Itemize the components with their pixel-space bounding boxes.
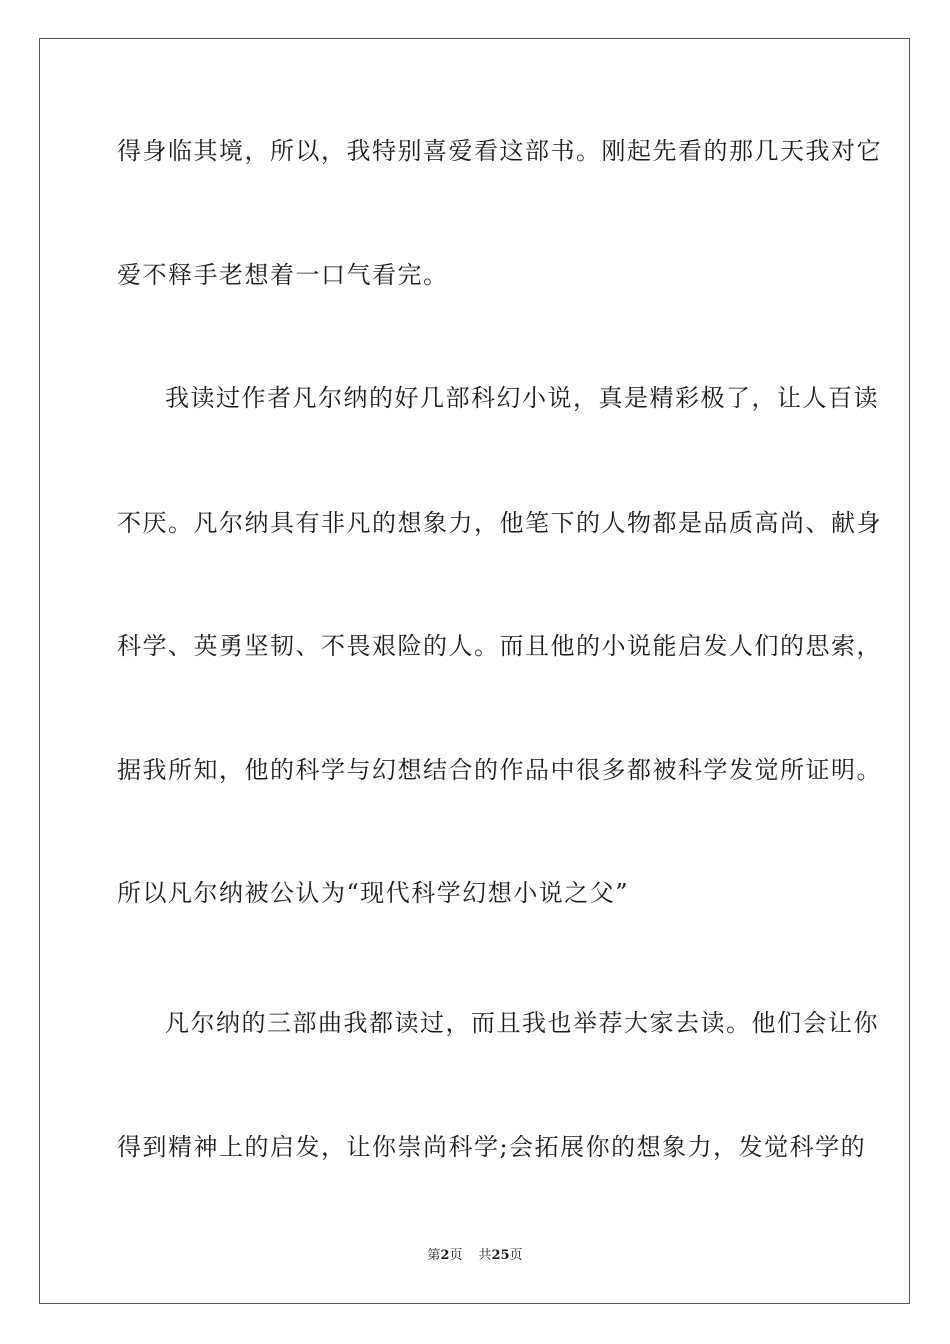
page-border (39, 38, 910, 1304)
text-line-3: 我读过作者凡尔纳的好几部科幻小说，真是精彩极了，让人百读 (165, 384, 879, 412)
page-footer (0, 1247, 950, 1265)
text-line-2: 爱不释手老想着一口气看完。 (117, 261, 449, 289)
footer-total-prefix: 共 (478, 1248, 492, 1263)
footer-total-pages: 25 (491, 1248, 510, 1263)
text-line-1: 得身临其境，所以，我特别喜爱看这部书。刚起先看的那几天我对它 (117, 137, 882, 165)
text-line-7: 所以凡尔纳被公认为“现代科学幻想小说之父” (117, 879, 630, 907)
footer-page-number: 2 (440, 1248, 450, 1263)
footer-page-suffix: 页 (449, 1248, 463, 1263)
text-line-9: 得到精神上的启发，让你崇尚科学;会拓展你的想象力，发觉科学的 (117, 1133, 867, 1161)
text-line-6: 据我所知，他的科学与幻想结合的作品中很多都被科学发觉所证明。 (117, 756, 882, 784)
text-line-4: 不厌。凡尔纳具有非凡的想象力，他笔下的人物都是品质高尚、献身 (117, 509, 882, 537)
footer-page-prefix: 第 (427, 1248, 441, 1263)
footer-total-suffix: 页 (509, 1248, 523, 1263)
text-line-5: 科学、英勇坚韧、不畏艰险的人。而且他的小说能启发人们的思索， (117, 632, 882, 660)
text-line-8: 凡尔纳的三部曲我都读过，而且我也举荐大家去读。他们会让你 (165, 1009, 879, 1037)
